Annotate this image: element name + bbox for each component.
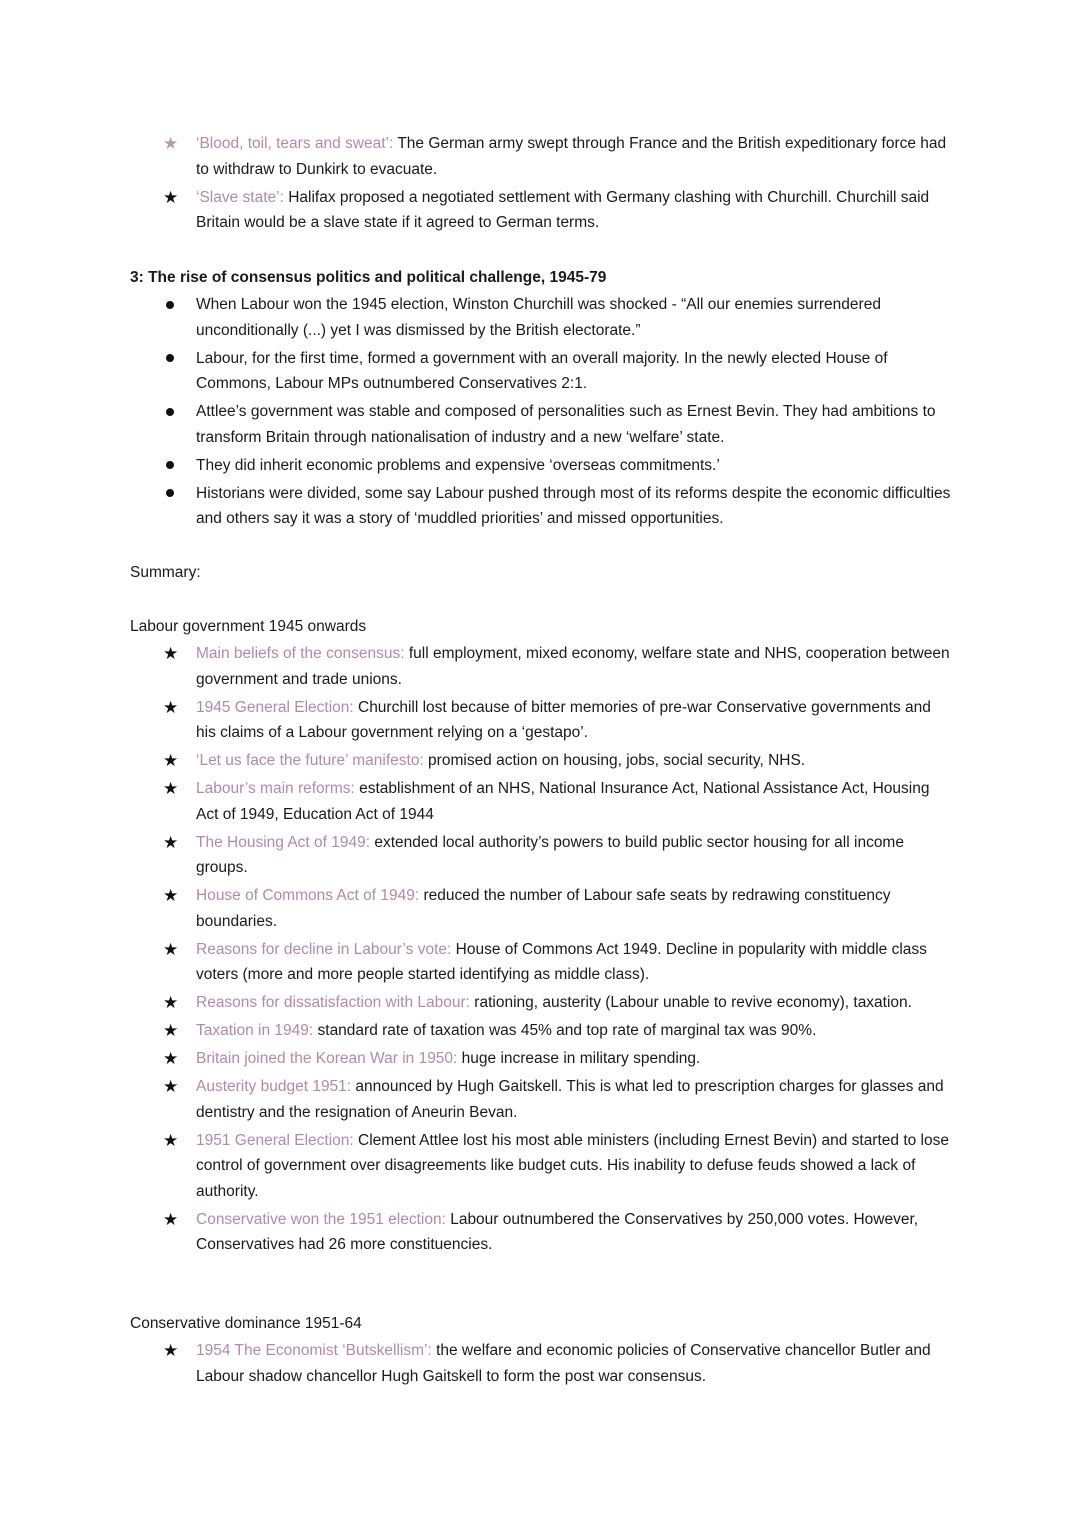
list-item-term: Labour’s main reforms: [196,780,355,797]
list-item [0,1018,1080,1044]
list-item-term: Taxation in 1949: [196,1022,314,1039]
list-item-text: Labour, for the first time, formed a government with an overall majority. In the newly elected House of Commons, Labour MPs outnumbered Conservatives 2:1. [196,349,888,392]
bullet-dot-icon [166,354,174,362]
star-icon: ★ [163,1130,179,1150]
list-item-term: Britain joined the Korean War in 1950: [196,1050,458,1067]
list-item-term: 1954 The Economist ‘Butskellism’: [196,1342,432,1359]
list-item [0,453,1080,479]
list-item-term: The Housing Act of 1949: [196,833,371,851]
list-item [0,185,1080,236]
list-item [0,1074,1080,1125]
list-item-text: Halifax proposed a negotiated settlement with Germany clashing with Churchill. Churchill said Britain would be a slave state if it agreed to German terms. [196,188,930,231]
list-item-text: Attlee’s government was stable and composed of personalities such as Ernest Bevin. They had ambitions to transform Britain through nationalisation of industry and a new ‘welfare’ state. [196,403,936,446]
list-item [0,776,1080,827]
summary-label: Summary: [130,564,201,581]
labour-star-list [0,641,1080,1260]
bullet-dot-icon [166,461,174,469]
bullet-dot-icon [166,408,174,416]
star-icon: ★ [163,886,179,905]
bullet-dot-icon [166,489,174,497]
list-item [0,1128,1080,1205]
list-item-text: establishment of an NHS, National Insurance Act, National Assistance Act, Housing Act of 1949, Education Act of 1944 [196,780,930,823]
list-item-term: 1945 General Election: [196,698,354,716]
list-item-text: Labour outnumbered the Conservatives by 250,000 votes. However, Conservatives had 26 more constituencies. [196,1210,919,1253]
conservative-star-list [0,1338,1080,1392]
list-item [0,1046,1080,1072]
list-item-text: reduced the number of Labour safe seats by redrawing constituency boundaries. [196,887,891,930]
list-item [0,346,1080,397]
list-item-text: rationing, austerity (Labour unable to revive economy), taxation. [469,994,912,1011]
list-item-text: Historians were divided, some say Labour pushed through most of its reforms despite the economic difficulties and others say it was a story of ‘muddled priorities’ and missed opportunities. [196,484,951,527]
section-heading: 3: The rise of consensus politics and political challenge, 1945-79 [130,269,607,286]
list-item [0,695,1080,746]
list-item-text: standard rate of taxation was 45% and top rate of marginal tax was 90%. [313,1022,817,1039]
list-item-term: Reasons for decline in Labour’s vote: [196,940,452,958]
star-icon: ★ [163,1021,179,1040]
list-item [0,990,1080,1016]
list-item-text: full employment, mixed economy, welfare state and NHS, cooperation between government and trade unions. [196,645,950,688]
list-item [0,292,1080,343]
bullet-dot-icon [166,301,174,309]
list-item [0,1207,1080,1258]
star-icon: ★ [163,832,179,852]
star-icon: ★ [163,697,179,717]
list-item-text: Clement Attlee lost his most able ministers (including Ernest Bevin) and started to lose control of government over disagreements like budget cuts. His inability to defuse feuds showed a lack of authority. [196,1131,949,1200]
list-item-text: House of Commons Act 1949. Decline in popularity with middle class voters (more and more people started identifying as middle class). [196,940,927,983]
subsection-heading: Conservative dominance 1951-64 [130,1315,362,1332]
list-item [0,399,1080,450]
list-item-term: Conservative won the 1951 election: [196,1210,446,1228]
star-icon: ★ [163,134,179,153]
list-item-text: promised action on housing, jobs, social security, NHS. [423,752,806,769]
section3-bullet-list [0,292,1080,534]
list-item-text: They did inherit economic problems and expensive ‘overseas commitments.’ [196,456,720,474]
list-item-term: 1951 General Election: [196,1131,354,1149]
star-icon: ★ [163,939,179,959]
list-item-text: The German army swept through France and the British expeditionary force had to withdraw to Dunkirk to evacuate. [196,135,947,178]
list-item-term: House of Commons Act of 1949: [196,887,420,904]
star-icon: ★ [163,751,179,770]
star-icon: ★ [163,644,179,663]
list-item-term: ‘Slave state’: [196,188,284,206]
list-item-text: the welfare and economic policies of Conservative chancellor Butler and Labour shadow chancellor Hugh Gaitskell to form the post war consensus. [196,1342,931,1385]
list-item [0,1338,1080,1389]
list-item-text: When Labour won the 1945 election, Winston Churchill was shocked - “All our enemies surrendered unconditionally (...) yet I was dismissed by the British electorate.” [196,296,881,339]
list-item [0,481,1080,532]
list-item [0,131,1080,182]
list-item-term: Austerity budget 1951: [196,1078,352,1095]
star-icon: ★ [163,1209,179,1229]
list-item-term: Reasons for dissatisfaction with Labour: [196,994,470,1011]
top-star-list [0,131,1080,238]
list-item [0,748,1080,774]
list-item [0,937,1080,988]
list-item-text: Churchill lost because of bitter memories of pre-war Conservative governments and his claims of a Labour government relying on a ‘gestapo’. [196,698,931,741]
list-item-term: Main beliefs of the consensus: [196,645,405,662]
list-item-text: huge increase in military spending. [457,1050,701,1067]
list-item-term: ‘Let us face the future’ manifesto: [196,752,424,769]
star-icon: ★ [163,1341,179,1360]
list-item-term: ‘Blood, toil, tears and sweat’: [196,135,394,152]
list-item [0,883,1080,934]
list-item [0,830,1080,881]
list-item-text: extended local authority’s powers to build public sector housing for all income groups. [196,833,904,876]
star-icon: ★ [163,187,179,207]
star-icon: ★ [163,993,179,1012]
star-icon: ★ [163,779,179,798]
star-icon: ★ [163,1049,179,1068]
star-icon: ★ [163,1077,179,1096]
list-item [0,641,1080,692]
list-item-text: announced by Hugh Gaitskell. This is what led to prescription charges for glasses and dentistry and the resignation of Aneurin Bevan. [196,1078,944,1121]
subsection-heading: Labour government 1945 onwards [130,618,367,635]
